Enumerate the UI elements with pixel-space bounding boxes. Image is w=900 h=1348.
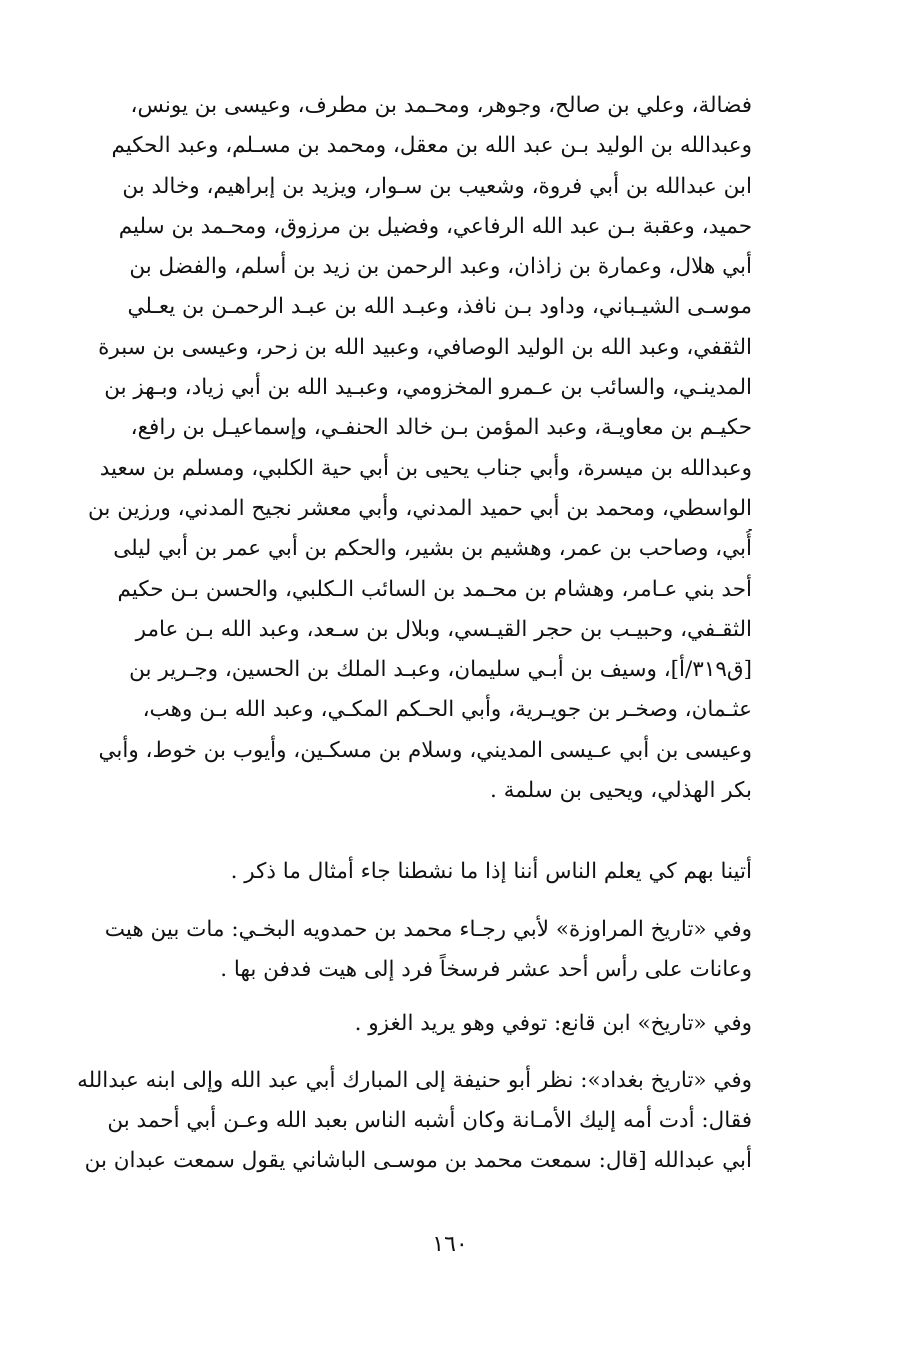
text-line: الواسطي، ومحمد بن أبي حميد المدني، وأبي معشر نجيح المدني، ورزين بن: [88, 495, 752, 521]
text-line: المدينـي، والسائب بن عـمرو المخزومي، وعبـيد الله بن أبي زياد، وبـهز بن: [104, 375, 752, 401]
text-line: الثقفي، وعبد الله بن الوليد الوصافي، وعبيد الله بن زحر، وعيسى بن سبرة: [98, 334, 752, 360]
text-line: أُبي، وصاحب بن عمر، وهشيم بن بشير، والحكم بن أبي عمر بن أبي ليلى: [113, 536, 752, 562]
paragraph-verse: [62, 852, 752, 892]
text-line: الثقـفي، وحبيـب بن حجر القيـسي، وبلال بن سـعد، وعبد الله بـن عامر: [135, 616, 752, 642]
text-line: أبي عبدالله [قال: سمعت محمد بن موسـى الباشاني يقول سمعت عبدان بن: [84, 1148, 752, 1173]
paragraph-tarikh-marawiza: [62, 910, 752, 991]
text-line: وعانات على رأس أحد عشر فرسخاً فرد إلى هيت فدفن بها .: [220, 957, 752, 983]
text-line: وعبدالله بن الوليد بـن عبد الله بن معقل، ومحمد بن مسـلم، وعبد الحكيم: [111, 133, 752, 159]
text-line: فضالة، وعلي بن صالح، وجوهر، ومحـمد بن مطرف، وعيسى بن يونس،: [130, 93, 752, 118]
text-line: وفي «تاريخ المراوزة» لأبي رجـاء محمد بن حمدويه البخـي: مات بين هيت: [104, 917, 752, 942]
text-line: بكر الهذلي، ويحيى بن سلمة .: [490, 778, 752, 804]
text-line: حكيـم بن معاويـة، وعبد المؤمن بـن خالد الحنفـي، وإسماعيـل بن رافع،: [130, 415, 752, 441]
text-line: [ق٣١٩/أ]، وسيف بن أبـي سليمان، وعبـد الملك بن الحسين، وجـرير بن: [129, 657, 752, 683]
text-line: أحد بني عـامر، وهشام بن محـمد بن السائب الـكلبي، والحسن بـن حكيم: [117, 576, 752, 602]
text-line: أتينا بهم كي يعلم الناس أننا إذا ما نشطنا جاء أمثال ما ذكر .: [230, 859, 752, 884]
page-number: ١٦٠: [432, 1232, 468, 1257]
text-line: حميد، وعقبة بـن عبد الله الرفاعي، وفضيل بن مرزوق، ومحـمد بن سليم: [118, 213, 752, 239]
paragraph-narrators-list: [62, 86, 752, 811]
text-line: وفي «تاريخ بغداد»: نظر أبو حنيفة إلى المبارك أبي عبد الله وإلى ابنه عبدالله: [77, 1068, 752, 1093]
text-line: وعيسى بن أبي عـيسى المديني، وسلام بن مسكـين، وأيوب بن خوط، وأبي: [98, 737, 752, 763]
text-line: فقال: أدت أمه إليك الأمـانة وكان أشبه الناس بعبد الله وعـن أبي أحمد بن: [107, 1108, 752, 1133]
text-line: أبي هلال، وعمارة بن زاذان، وعبد الرحمن بن زيد بن أسلم، والفضل بن: [129, 254, 752, 280]
paragraph-tarikh-ibn-qani: [62, 1004, 752, 1044]
text-line: عثـمان، وصخـر بن جويـرية، وأبي الحـكم المكـي، وعبد الله بـن وهب،: [142, 697, 752, 723]
paragraph-tarikh-baghdad: [62, 1061, 752, 1181]
text-line: موسـى الشيـباني، وداود بـن نافذ، وعبـد الله بن عبـد الرحمـن بن يعـلي: [127, 294, 752, 320]
text-line: ابن عبدالله بن أبي فروة، وشعيب بن سـوار، ويزيد بن إبراهيم، وخالد بن: [122, 173, 752, 199]
text-line: وعبدالله بن ميسرة، وأبي جناب يحيى بن أبي حية الكلبي، ومسلم بن سعيد: [99, 455, 752, 481]
text-line: وفي «تاريخ» ابن قانع: توفي وهو يريد الغزو .: [354, 1011, 752, 1036]
